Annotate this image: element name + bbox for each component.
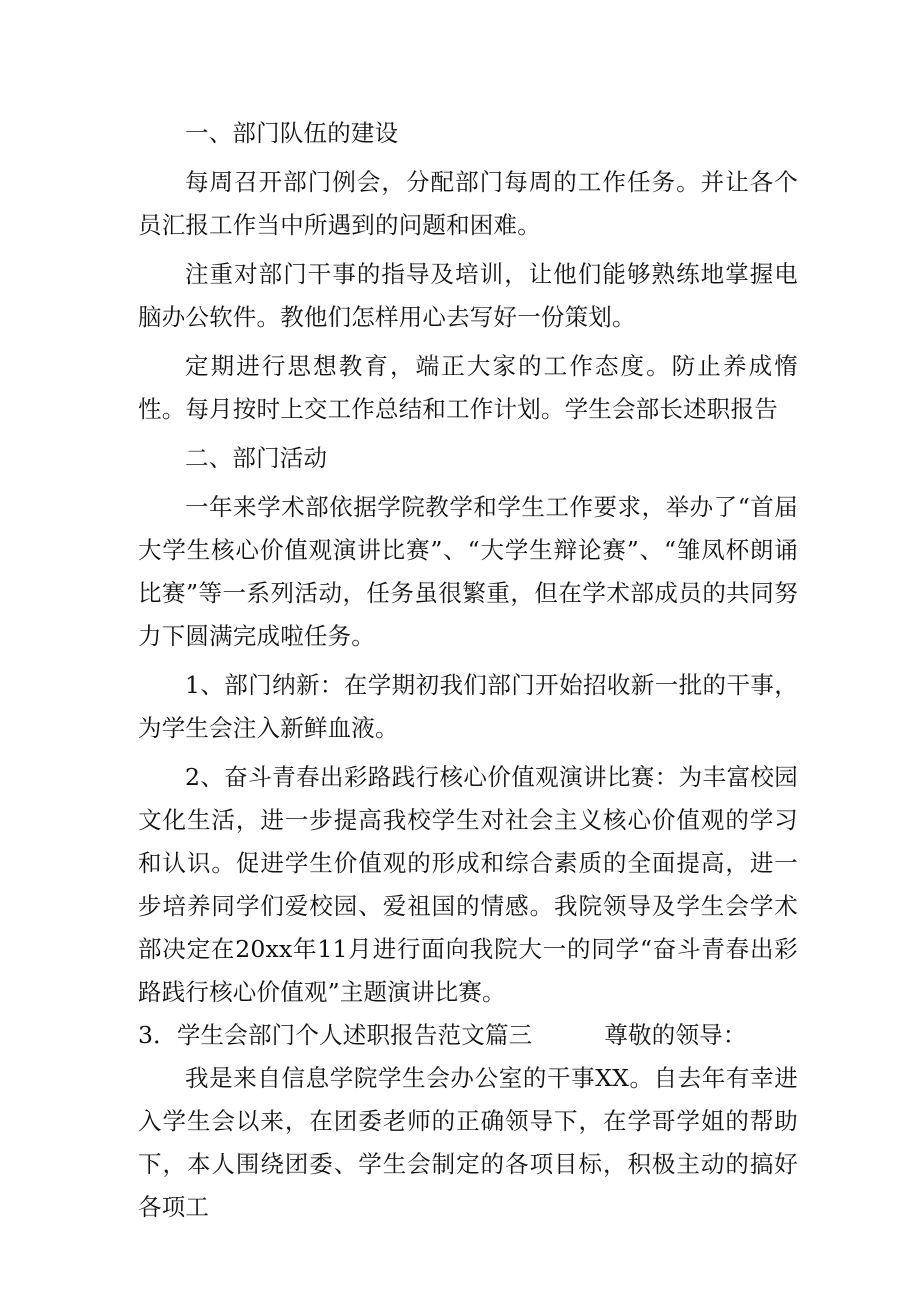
paragraph-activities-summary: 一年来学术部依据学院教学和学生工作要求，举办了“首届大学生核心价值观演讲比赛”、“大学生辩论赛”、“雏凤杯朗诵比赛”等一系列活动，任务虽很繁重，但在学术部成员的共同努力下圆满完成啦任务。 — [138, 493, 798, 650]
heading-team-building: 一、部门队伍的建设 — [185, 119, 399, 147]
salutation: 尊敬的领导： — [604, 1021, 747, 1049]
paragraph-speech-contest: 2、奋斗青春出彩路践行核心价值观演讲比赛：为丰富校园文化生活，进一步提高我校学生对社会主义核心价值观的学习和认识。促进学生价值观的形成和综合素质的全面提高，进一步培养同学们爱校园、爱祖国的情感。我院领导及学生会学术部决定在20xx年11月进行面向我院大一的同学“奋斗青春出彩路践行核心价值观”主题演讲比赛。 — [138, 763, 798, 1006]
paragraph-recruitment: 1、部门纳新：在学期初我们部门开始招收新一批的干事，为学生会注入新鲜血液。 — [138, 671, 798, 742]
paragraph-training: 注重对部门干事的指导及培训，让他们能够熟练地掌握电脑办公软件。教他们怎样用心去写好一份策划。 — [138, 260, 798, 331]
section-heading — [138, 1014, 798, 1057]
paragraph-education: 定期进行思想教育，端正大家的工作态度。防止养成惰性。每月按时上交工作总结和工作计划。学生会部长述职报告 — [138, 352, 798, 423]
paragraph-weekly-meeting: 每周召开部门例会，分配部门每周的工作任务。并让各个员汇报工作当中所遇到的问题和困难。 — [138, 168, 798, 239]
heading-department-activities: 二、部门活动 — [185, 444, 328, 472]
section-title: 3．学生会部门个人述职报告范文篇三 — [138, 1021, 533, 1049]
heading-spacer — [532, 1014, 604, 1057]
paragraph-self-introduction: 我是来自信息学院学生会办公室的干事XX。自去年有幸进入学生会以来，在团委老师的正确领导下，在学哥学姐的帮助下，本人围绕团委、学生会制定的各项目标，积极主动的搞好各项工 — [138, 1064, 798, 1221]
document-body — [138, 112, 798, 1229]
